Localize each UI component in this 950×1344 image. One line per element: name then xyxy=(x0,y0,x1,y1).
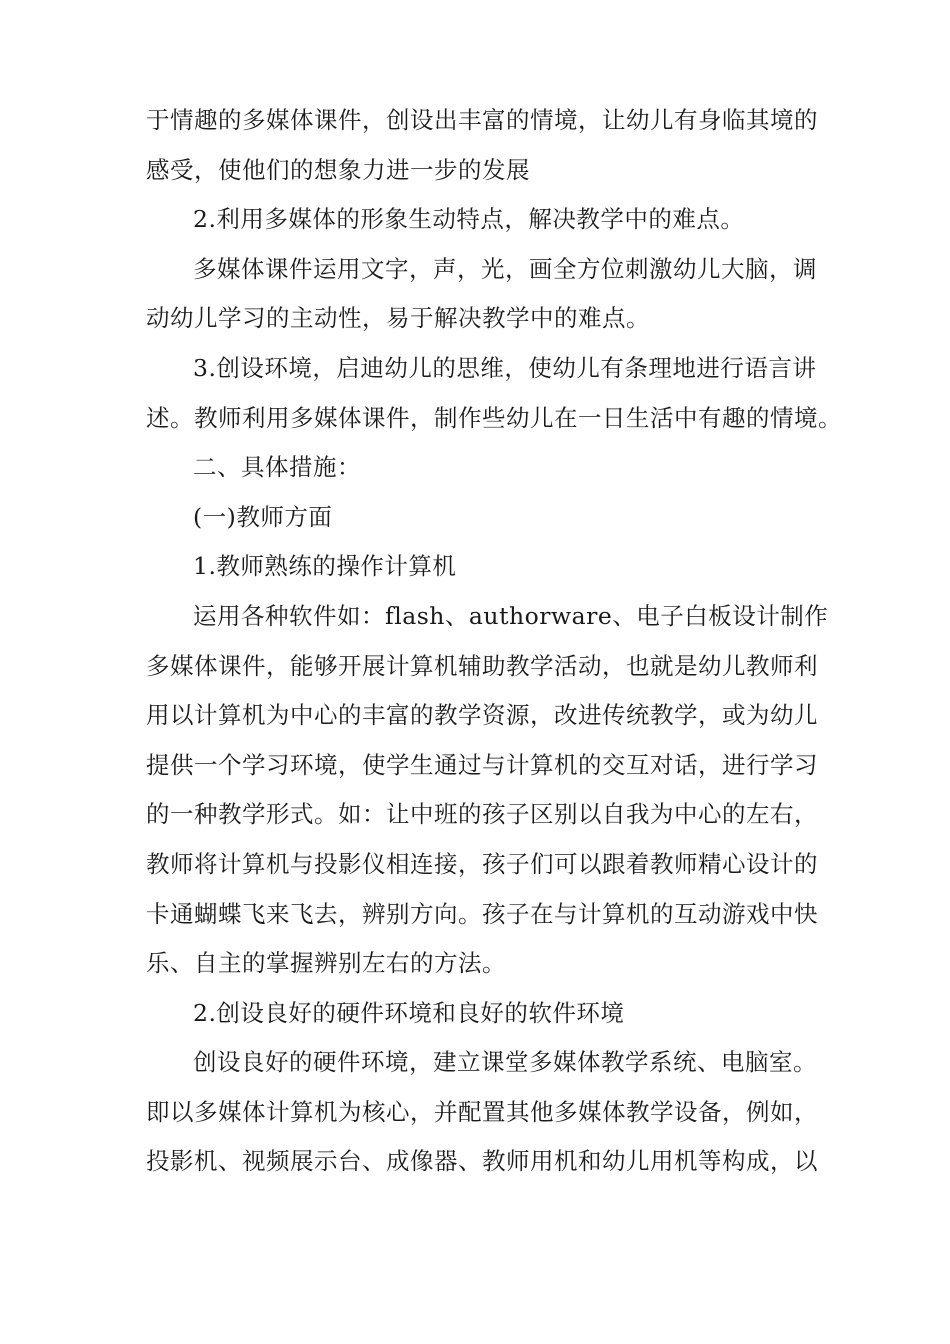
text-line: 于情趣的多媒体课件，创设出丰富的情境，让幼儿有身临其境的 xyxy=(146,106,818,134)
section-heading: 1.教师熟练的操作计算机 xyxy=(193,552,457,581)
text-line: 即以多媒体计算机为核心，并配置其他多媒体教学设备，例如， xyxy=(146,1097,818,1126)
document-body xyxy=(146,96,842,1187)
section-heading: 2.利用多媒体的形象生动特点，解决教学中的难点。 xyxy=(193,205,745,234)
text-line: 感受，使他们的想象力进一步的发展 xyxy=(146,155,530,184)
paragraph-start: 运用各种软件如：flash、authorware、电子白板设计制作 xyxy=(193,601,829,630)
section-heading: 二、具体措施： xyxy=(193,453,361,482)
paragraph-start: 多媒体课件运用文字，声，光，画全方位刺激幼儿大脑，调 xyxy=(193,254,817,283)
subsection-heading: (一)教师方面 xyxy=(193,502,333,531)
section-heading: 2.创设良好的硬件环境和良好的软件环境 xyxy=(193,998,625,1027)
text-line: 用以计算机为中心的丰富的教学资源，改进传统教学，或为幼儿 xyxy=(146,701,818,730)
text-line: 多媒体课件，能够开展计算机辅助教学活动，也就是幼儿教师利 xyxy=(146,651,818,680)
text-line: 投影机、视频展示台、成像器、教师用机和幼儿用机等构成，以 xyxy=(146,1147,818,1176)
text-line: 的一种教学形式。如：让中班的孩子区别以自我为中心的左右， xyxy=(146,800,818,829)
section-heading: 3.创设环境，启迪幼儿的思维，使幼儿有条理地进行语言讲 xyxy=(193,353,817,382)
text-line: 提供一个学习环境，使学生通过与计算机的交互对话，进行学习 xyxy=(146,750,818,779)
text-line: 卡通蝴蝶飞来飞去，辨别方向。孩子在与计算机的互动游戏中快 xyxy=(146,899,818,928)
text-line: 述。教师利用多媒体课件，制作些幼儿在一日生活中有趣的情境。 xyxy=(146,403,842,432)
text-line: 教师将计算机与投影仪相连接，孩子们可以跟着教师精心设计的 xyxy=(146,849,818,878)
text-line: 乐、自主的掌握辨别左右的方法。 xyxy=(146,949,506,978)
paragraph-start: 创设良好的硬件环境，建立课堂多媒体教学系统、电脑室。 xyxy=(193,1048,817,1077)
text-line: 动幼儿学习的主动性，易于解决教学中的难点。 xyxy=(146,304,650,333)
